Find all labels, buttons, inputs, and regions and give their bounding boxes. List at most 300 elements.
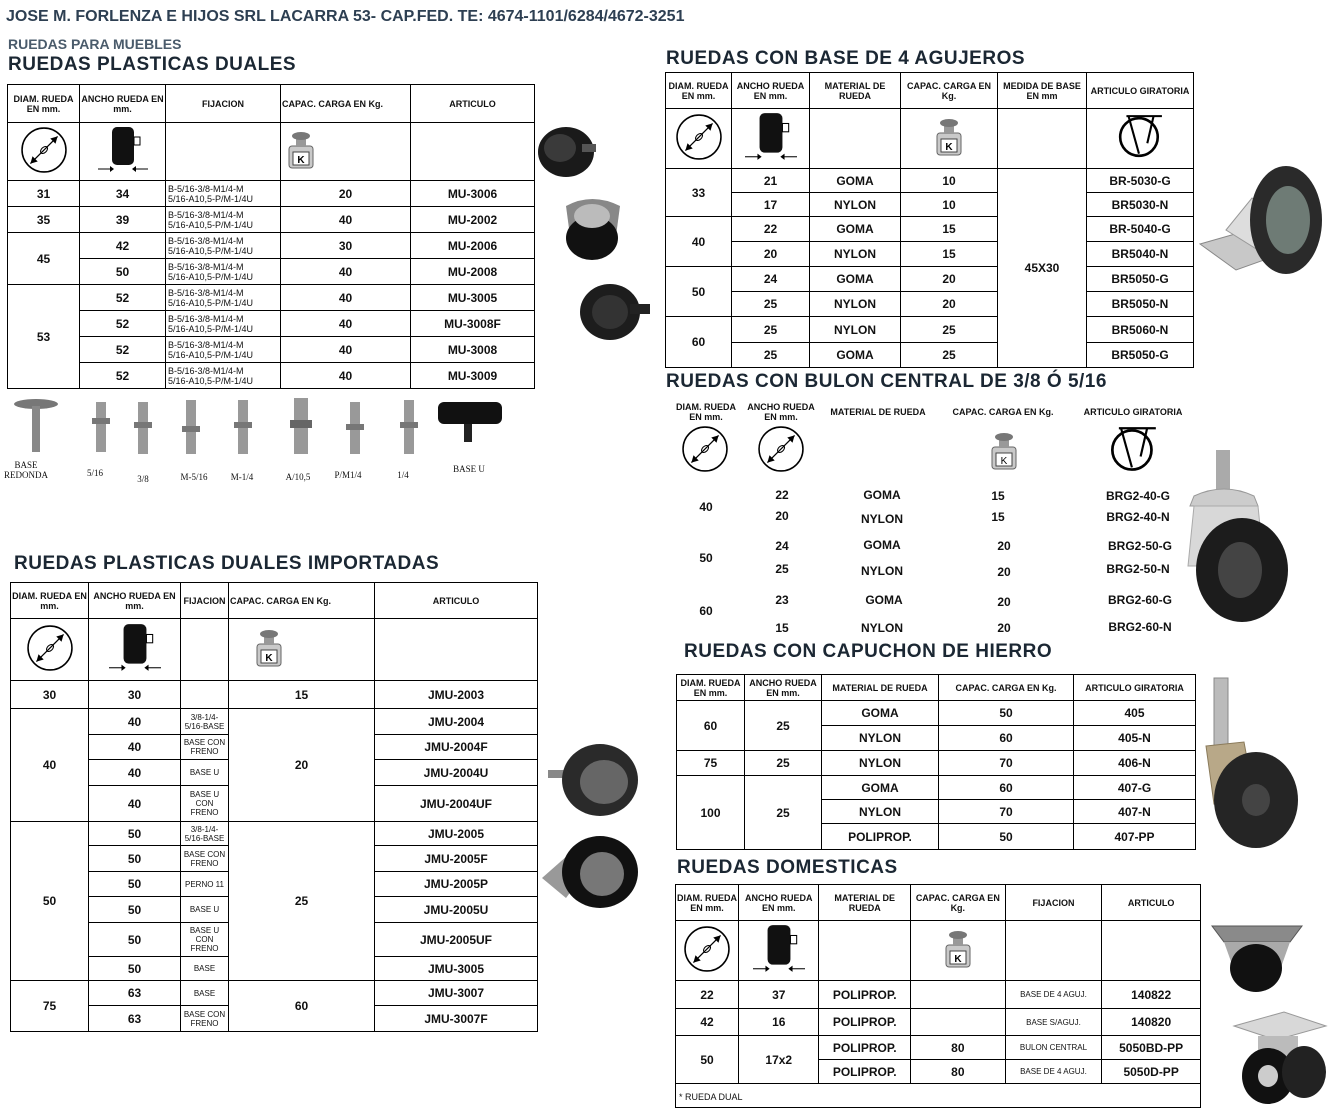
material-cell: NYLON [810,317,901,343]
articulo-cell: BR-5030-G [1087,169,1194,193]
ancho-cell: 39 [80,207,166,233]
capac-cell: 15 [991,510,1005,524]
ancho-cell: 40 [89,760,181,786]
diam-cell: 22 [676,981,739,1009]
col-diam: DIAM. RUEDA EN mm. [666,73,732,109]
ancho-cell: 37 [739,981,819,1009]
ancho-cell: 25 [745,701,822,751]
diam-cell: 75 [677,751,745,776]
col-ancho: ANCHO RUEDA EN mm. [80,85,166,123]
capac-cell: 25 [901,317,998,343]
articulo-cell: BR5050-N [1087,292,1194,317]
fijacion-cell: BASE U CON FRENO [181,923,229,957]
part-label: 3/8 [137,474,149,484]
fijacion-cell: B-5/16-3/8-M1/4-M 5/16-A10,5-P/M-1/4U [166,181,281,207]
fijacion-cell: 3/8-1/4-5/16-BASE [181,822,229,846]
table-row [676,981,1201,1009]
articulo-cell: JMU-2005 [375,822,538,846]
ancho-cell: 63 [89,1006,181,1032]
articulo-cell: JMU-3005 [375,957,538,981]
iron-cap-caster-photo [1200,676,1304,852]
capac-cell: 20 [997,539,1011,553]
articulo-cell: 407-PP [1074,824,1196,850]
footnote: * RUEDA DUAL [679,1091,743,1102]
width-icon-cell [739,921,819,981]
material-cell: NYLON [861,512,903,526]
articulo-cell: JMU-2004F [375,735,538,760]
diam-cell: 45 [8,233,80,285]
col-diam: DIAM. RUEDA EN mm. [8,85,80,123]
plate-wheel-photo [1206,920,1304,994]
part-label: 1/4 [397,470,409,480]
material-cell: NYLON [822,726,939,751]
blank-cell [819,921,911,981]
col-material: MATERIAL DE RUEDA [810,73,901,109]
articulo-cell: MU-2006 [411,233,535,259]
diam-cell: 40 [699,500,713,514]
part-label: A/10,5 [285,472,311,482]
col-fijacion: FIJACION [1005,885,1102,921]
material-cell: GOMA [822,701,939,726]
fijacion-cell: BASE [181,957,229,981]
articulo-cell: MU-3009 [411,363,535,389]
fijacion-cell: B-5/16-3/8-M1/4-M 5/16-A10,5-P/M-1/4U [166,259,281,285]
weight-icon [988,430,1020,472]
articulo-cell: BR5050-G [1087,343,1194,368]
threaded-stem-caster-photo [1180,446,1292,626]
articulo-cell: JMU-2004 [375,709,538,735]
col-ancho: ANCHO RUEDA EN mm. [745,675,822,701]
articulo-cell: BRG2-60-G [1107,593,1172,607]
fijacion-cell: BASE U [181,760,229,786]
material-cell: GOMA [822,776,939,800]
table-row [8,181,535,207]
articulo-cell: BRG2-40-N [1106,510,1170,524]
table-row [666,193,1194,217]
articulo-cell: BR-5040-G [1087,217,1194,242]
capac-cell: 30 [281,233,411,259]
capac-cell: 20 [997,565,1011,579]
articulo-cell: JMU-2004UF [375,786,538,822]
capac-cell: 25 [901,343,998,368]
col-capac: CAPAC. CARGA EN Kg. [901,73,998,109]
weight-icon [253,627,285,669]
col-capac: CAPAC. CARGA EN Kg. [281,85,411,123]
table-row [11,681,538,709]
material-cell: NYLON [810,242,901,267]
col-capac: CAPAC. CARGA EN Kg. [911,885,1006,921]
diam-cell: 40 [11,709,89,822]
table-row [8,233,535,259]
col-articulo-giratoria: ARTICULO GIRATORIA [1083,407,1183,417]
duales-title: RUEDAS PLASTICAS DUALES [8,54,297,75]
col-articulo: ARTICULO [1102,885,1201,921]
table-row [11,981,538,1006]
material-cell: GOMA [810,267,901,292]
fijacion-cell: B-5/16-3/8-M1/4-M 5/16-A10,5-P/M-1/4U [166,311,281,337]
part-label: BASE U [453,464,485,474]
col-articulo: ARTICULO [411,85,535,123]
capuchon-table [676,674,1196,850]
diameter-icon-cell [676,921,739,981]
fijacion-cell: BULON CENTRAL [1005,1036,1102,1060]
table-row [677,751,1196,776]
capac-cell: 40 [281,311,411,337]
ancho-cell: 40 [89,786,181,822]
diam-cell: 42 [676,1009,739,1036]
capac-cell: 15 [991,489,1005,503]
wheel-width-icon [751,923,807,975]
articulo-cell: BR5030-N [1087,193,1194,217]
ancho-cell: 20 [732,242,810,267]
table-row [677,701,1196,726]
capac-cell: 40 [281,285,411,311]
diam-cell: 100 [677,776,745,850]
diam-cell: 33 [666,169,732,217]
fijacion-cell: BASE DE 4 AGUJ. [1005,981,1102,1009]
col-diam: DIAM. RUEDA EN mm. [11,583,89,619]
domesticas-table [675,884,1201,1108]
ancho-cell: 17 [732,193,810,217]
col-material: MATERIAL DE RUEDA [819,885,911,921]
diam-cell: 53 [8,285,80,389]
capac-cell: 40 [281,259,411,285]
material-cell: NYLON [822,751,939,776]
ancho-cell: 50 [80,259,166,285]
importadas-table [10,582,538,1032]
dual-wheel-photo [536,124,600,180]
col-material: MATERIAL DE RUEDA [830,407,926,417]
part-label: BASE REDONDA [4,460,48,480]
capac-cell: 15 [229,681,375,709]
col-fijacion: FIJACION [166,85,281,123]
capac-cell: 40 [281,207,411,233]
articulo-cell: JMU-3007F [375,1006,538,1032]
col-ancho: ANCHO RUEDA EN mm. [739,885,819,921]
ancho-cell: 50 [89,897,181,923]
capac-cell: 80 [911,1060,1006,1084]
table-row [666,343,1194,368]
ancho-cell: 16 [739,1009,819,1036]
capac-cell: 15 [901,242,998,267]
ancho-cell: 22 [775,488,789,502]
articulo-cell: MU-2002 [411,207,535,233]
weight-icon-cell [901,109,998,169]
diam-cell: 60 [699,604,713,618]
material-cell: POLIPROP. [819,1009,911,1036]
part-label: M-1/4 [230,472,254,482]
table-row [666,242,1194,267]
table-row [666,169,1194,193]
importadas-title: RUEDAS PLASTICAS DUALES IMPORTADAS [14,553,440,574]
weight-icon-cell [281,123,411,181]
category-label: RUEDAS PARA MUEBLES [8,36,182,52]
diam-cell: 75 [11,981,89,1032]
ancho-cell: 22 [732,217,810,242]
articulo-cell: MU-3005 [411,285,535,311]
fijacion-cell: BASE [181,981,229,1006]
mounting-parts-photo [12,396,512,458]
articulo-cell: JMU-2005F [375,846,538,872]
dual-plate-caster-photo [1228,1008,1332,1108]
articulo-cell: 140820 [1102,1009,1201,1036]
swivel-caster-icon [1116,114,1164,160]
ancho-cell: 24 [732,267,810,292]
articulo-cell: 406-N [1074,751,1196,776]
col-diam: DIAM. RUEDA EN mm. [676,402,736,422]
capac-cell: 80 [911,1036,1006,1060]
ancho-cell: 42 [80,233,166,259]
articulo-cell: BR5060-N [1087,317,1194,343]
part-label: 5/16 [86,468,103,478]
table-row [676,1009,1201,1036]
table-row [666,267,1194,292]
wheel-width-icon [97,125,149,175]
diam-cell: 35 [8,207,80,233]
col-articulo-giratoria: ARTICULO GIRATORIA [1087,73,1194,109]
fijacion-cell: PERNO 11 [181,872,229,897]
material-cell: POLIPROP. [819,1036,911,1060]
ancho-cell: 25 [732,343,810,368]
diam-cell: 50 [11,822,89,981]
col-capac: CAPAC. CARGA EN Kg. [952,407,1054,417]
fijacion-cell: BASE U [181,897,229,923]
ancho-cell: 50 [89,822,181,846]
material-cell: GOMA [810,217,901,242]
table-row [677,776,1196,800]
capac-cell: 20 [281,181,411,207]
dual-wheel-photo [578,282,652,342]
blank-cell [810,109,901,169]
col-capac: CAPAC. CARGA EN Kg. [229,583,375,619]
wheel-width-icon [107,622,163,674]
domesticas-title: RUEDAS DOMESTICAS [677,857,898,878]
ancho-cell: 15 [775,621,789,635]
width-icon-cell [89,619,181,681]
articulo-cell: BR5050-G [1087,267,1194,292]
part-label: M-5/16 [180,472,208,482]
material-cell: NYLON [822,800,939,824]
col-articulo: ARTICULO [375,583,538,619]
table-row [8,207,535,233]
ancho-cell: 25 [775,562,789,576]
diameter-icon [758,426,804,472]
ancho-cell: 40 [89,735,181,760]
table-row [666,217,1194,242]
capac-cell: 10 [901,193,998,217]
blank-cell [1005,921,1102,981]
blank-cell [375,619,538,681]
ancho-cell: 50 [89,846,181,872]
capac-cell: 20 [229,709,375,822]
weight-icon [933,116,965,158]
articulo-cell: BRG2-60-N [1108,620,1172,634]
material-cell: POLIPROP. [819,981,911,1009]
capac-cell: 10 [901,169,998,193]
fijacion-cell: BASE U CON FRENO [181,786,229,822]
capac-cell: 20 [997,621,1011,635]
col-ancho: ANCHO RUEDA EN mm. [747,402,815,422]
diam-cell: 40 [666,217,732,267]
col-diam: DIAM. RUEDA EN mm. [677,675,745,701]
material-cell: GOMA [865,593,903,607]
material-cell: GOMA [863,538,901,552]
articulo-cell: 405-N [1074,726,1196,751]
capac-cell: 50 [939,701,1074,726]
articulo-cell: MU-3006 [411,181,535,207]
material-cell: POLIPROP. [822,824,939,850]
width-icon-cell [732,109,810,169]
capac-cell: 70 [939,800,1074,824]
part-label: P/M1/4 [334,470,362,480]
diam-cell: 60 [666,317,732,368]
blank-cell [411,123,535,181]
dual-wheel-photo [556,192,630,264]
weight-icon-cell [229,619,375,681]
articulo-cell: MU-2008 [411,259,535,285]
diameter-icon [21,127,67,173]
table-row [11,709,538,735]
articulo-cell: 5050D-PP [1102,1060,1201,1084]
ancho-cell: 21 [732,169,810,193]
diameter-icon [27,625,73,671]
table-row [8,311,535,337]
diameter-icon-cell [666,109,732,169]
capac-cell: 60 [939,776,1074,800]
plate-caster-photo [1196,158,1328,290]
articulo-cell: BRG2-50-G [1107,539,1172,553]
material-cell: NYLON [810,292,901,317]
fijacion-cell [181,681,229,709]
fijacion-cell: B-5/16-3/8-M1/4-M 5/16-A10,5-P/M-1/4U [166,207,281,233]
fijacion-cell: B-5/16-3/8-M1/4-M 5/16-A10,5-P/M-1/4U [166,285,281,311]
weight-icon [285,130,317,170]
table-row [8,337,535,363]
diam-cell: 31 [8,181,80,207]
diameter-icon-cell [8,123,80,181]
articulo-cell: BRG2-50-N [1106,562,1170,576]
capac-cell: 60 [939,726,1074,751]
blank-cell [1102,921,1201,981]
col-fijacion: FIJACION [181,583,229,619]
capac-cell: 70 [939,751,1074,776]
col-ancho: ANCHO RUEDA EN mm. [732,73,810,109]
blank-cell [181,619,229,681]
dual-wheel-photo [544,740,640,820]
capac-cell: 50 [939,824,1074,850]
cuatro-title: RUEDAS CON BASE DE 4 AGUJEROS [666,48,1026,69]
material-cell: GOMA [863,488,901,502]
table-row [11,822,538,846]
articulo-cell: MU-3008 [411,337,535,363]
ancho-cell: 30 [89,681,181,709]
capac-cell [911,1009,1006,1036]
duales-table [7,84,535,389]
capac-cell: 40 [281,337,411,363]
ancho-cell: 25 [745,751,822,776]
fijacion-cell: BASE S/AGUJ. [1005,1009,1102,1036]
fijacion-cell: BASE CON FRENO [181,735,229,760]
col-diam: DIAM. RUEDA EN mm. [676,885,739,921]
ancho-cell: 52 [80,337,166,363]
material-cell: NYLON [861,621,903,635]
cuatro-table [665,72,1194,368]
table-row [8,285,535,311]
articulo-cell: 140822 [1102,981,1201,1009]
diam-cell: 50 [676,1036,739,1084]
table-row [666,292,1194,317]
width-icon-cell [80,123,166,181]
fijacion-cell: BASE CON FRENO [181,1006,229,1032]
wheel-width-icon [743,111,799,163]
articulo-cell: BRG2-40-G [1105,489,1170,503]
diam-cell: 50 [699,551,713,565]
blank-cell [998,109,1087,169]
fijacion-cell: B-5/16-3/8-M1/4-M 5/16-A10,5-P/M-1/4U [166,363,281,389]
swivel-icon-cell [1087,109,1194,169]
articulo-cell: JMU-2003 [375,681,538,709]
col-medida-base: MEDIDA DE BASE EN mm [998,73,1087,109]
diam-cell: 60 [677,701,745,751]
capuchon-title: RUEDAS CON CAPUCHON DE HIERRO [684,641,1053,662]
articulo-cell: MU-3008F [411,311,535,337]
diameter-icon [676,114,722,160]
fijacion-cell: 3/8-1/4-5/16-BASE [181,709,229,735]
articulo-cell: JMU-3007 [375,981,538,1006]
capac-cell: 60 [229,981,375,1032]
company-header: JOSE M. FORLENZA E HIJOS SRL LACARRA 53- CAP.FED. TE: 4674-1101/6284/4672-3251 [6,8,685,25]
table-row [8,259,535,285]
articulo-cell: BR5040-N [1087,242,1194,267]
table-row [676,1036,1201,1060]
diam-cell: 30 [11,681,89,709]
fijacion-cell: BASE CON FRENO [181,846,229,872]
blank-cell [166,123,281,181]
capac-cell: 20 [997,595,1011,609]
capac-cell: 40 [281,363,411,389]
weight-icon-cell [911,921,1006,981]
ancho-cell: 63 [89,981,181,1006]
articulo-cell: JMU-2005UF [375,923,538,957]
material-cell: POLIPROP. [819,1060,911,1084]
diameter-icon-cell [11,619,89,681]
ancho-cell: 50 [89,923,181,957]
fijacion-cell: B-5/16-3/8-M1/4-M 5/16-A10,5-P/M-1/4U [166,233,281,259]
ancho-cell: 25 [732,292,810,317]
bulon-title: RUEDAS CON BULON CENTRAL DE 3/8 Ó 5/16 [666,371,1107,392]
articulo-cell: JMU-2004U [375,760,538,786]
ancho-cell: 25 [732,317,810,343]
ancho-cell: 34 [80,181,166,207]
articulo-cell: JMU-2005U [375,897,538,923]
col-articulo-giratoria: ARTICULO GIRATORIA [1074,675,1196,701]
ancho-cell: 50 [89,872,181,897]
dual-wheel-photo [536,828,642,912]
capac-cell: 20 [901,292,998,317]
material-cell: NYLON [810,193,901,217]
swivel-caster-icon [1108,426,1158,474]
capac-cell: 15 [901,217,998,242]
material-cell: NYLON [861,564,903,578]
diameter-icon [684,926,730,972]
fijacion-cell: B-5/16-3/8-M1/4-M 5/16-A10,5-P/M-1/4U [166,337,281,363]
fijacion-cell: BASE DE 4 AGUJ. [1005,1060,1102,1084]
ancho-cell: 52 [80,311,166,337]
ancho-cell: 25 [745,776,822,850]
ancho-cell: 23 [775,593,789,607]
weight-icon [942,928,974,970]
table-row [666,317,1194,343]
